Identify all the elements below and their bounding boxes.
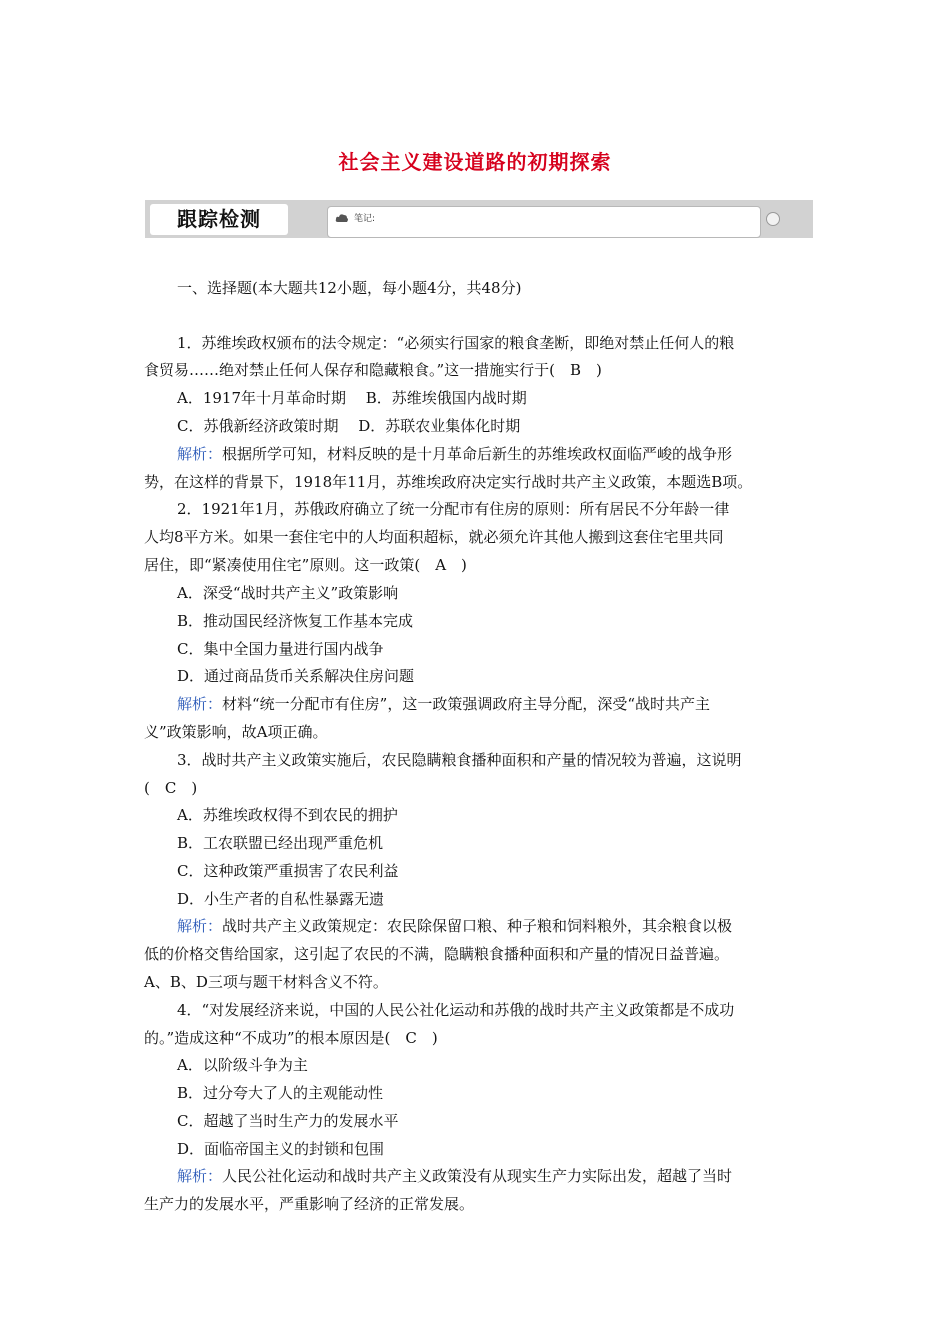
question-2-option-a: A．深受“战时共产主义”政策影响 — [177, 584, 399, 602]
question-2-option-c: C．集中全国力量进行国内战争 — [177, 640, 384, 658]
note-label: 笔记: — [354, 214, 376, 224]
question-2-line-2: 人均8平方米。如果一套住宅中的人均面积超标，就必须允许其他人搬到这套住宅里共同 — [144, 528, 724, 546]
analysis-3-line-1 — [177, 916, 732, 936]
question-3-line-2: ( C ) — [144, 779, 198, 797]
question-4-option-c: C．超越了当时生产力的发展水平 — [177, 1112, 399, 1130]
analysis-4-line-1 — [177, 1166, 732, 1186]
analysis-text: 材料“统一分配市有住房”，这一政策强调政府主导分配，深受“战时共产主 — [222, 695, 711, 713]
question-4-option-d: D．面临帝国主义的封锁和包围 — [177, 1140, 385, 1158]
question-3-option-c: C．这种政策严重损害了农民利益 — [177, 862, 399, 880]
analysis-label: 解析： — [177, 1167, 223, 1185]
analysis-text: 战时共产主义政策规定：农民除保留口粮、种子粮和饲料粮外，其余粮食以极 — [222, 917, 733, 935]
analysis-3-line-3: A、B、D三项与题干材料含义不符。 — [144, 973, 388, 991]
question-1-line-2: 食贸易……绝对禁止任何人保存和隐藏粮食。”这一措施实行于( B ) — [144, 361, 602, 379]
analysis-3-line-2: 低的价格交售给国家，这引起了农民的不满，隐瞒粮食播种面积和产量的情况日益普遍。 — [144, 945, 730, 963]
analysis-1-line-2: 势，在这样的背景下，1918年11月，苏维埃政府决定实行战时共产主义政策，本题选B项。 — [144, 473, 753, 491]
analysis-2-line-2: 义”政策影响，故A项正确。 — [144, 723, 328, 741]
question-2-option-d: D．通过商品货币关系解决住房问题 — [177, 667, 415, 685]
question-3-line-1: 3．战时共产主义政策实施后，农民隐瞒粮食播种面积和产量的情况较为普遍，这说明 — [177, 751, 742, 769]
settings-icon[interactable] — [766, 212, 780, 226]
question-4-option-a: A．以阶级斗争为主 — [177, 1056, 308, 1074]
question-1-options-cd: C．苏俄新经济政策时期 D．苏联农业集体化时期 — [177, 417, 521, 435]
question-4-option-b: B．过分夸大了人的主观能动性 — [177, 1084, 384, 1102]
question-2-line-1: 2．1921年1月，苏俄政府确立了统一分配市有住房的原则：所有居民不分年龄一律 — [177, 500, 730, 518]
document-title: 社会主义建设道路的初期探索 — [338, 150, 612, 174]
analysis-label: 解析： — [177, 695, 223, 713]
analysis-4-line-2: 生产力的发展水平，严重影响了经济的正常发展。 — [144, 1195, 475, 1213]
cloud-icon — [335, 213, 349, 223]
analysis-label: 解析： — [177, 445, 223, 463]
analysis-1-line-1 — [177, 444, 732, 464]
note-field[interactable] — [327, 206, 761, 238]
question-4-line-2: 的。”造成这种“不成功”的根本原因是( C ) — [144, 1029, 438, 1047]
analysis-label: 解析： — [177, 917, 223, 935]
question-2-line-3: 居住，即“紧凑使用住宅”原则。这一政策( A ) — [144, 556, 467, 574]
analysis-2-line-1 — [177, 694, 710, 714]
question-1-options-ab: A．1917年十月革命时期 B．苏维埃俄国内战时期 — [177, 389, 527, 407]
analysis-text: 根据所学可知，材料反映的是十月革命后新生的苏维埃政权面临严峻的战争形 — [222, 445, 733, 463]
header-label: 跟踪检测 — [150, 204, 288, 235]
section-heading: 一、选择题(本大题共12小题，每小题4分，共48分) — [177, 279, 522, 297]
question-3-option-b: B．工农联盟已经出现严重危机 — [177, 834, 384, 852]
analysis-text: 人民公社化运动和战时共产主义政策没有从现实生产力实际出发，超越了当时 — [222, 1167, 733, 1185]
question-2-option-b: B．推动国民经济恢复工作基本完成 — [177, 612, 414, 630]
question-3-option-a: A．苏维埃政权得不到农民的拥护 — [177, 806, 398, 824]
question-3-option-d: D．小生产者的自私性暴露无遗 — [177, 890, 385, 908]
question-4-line-1: 4．“对发展经济来说，中国的人民公社化运动和苏俄的战时共产主义政策都是不成功 — [177, 1001, 735, 1019]
question-1-line-1: 1．苏维埃政权颁布的法令规定：“必须实行国家的粮食垄断，即绝对禁止任何人的粮 — [177, 334, 735, 352]
